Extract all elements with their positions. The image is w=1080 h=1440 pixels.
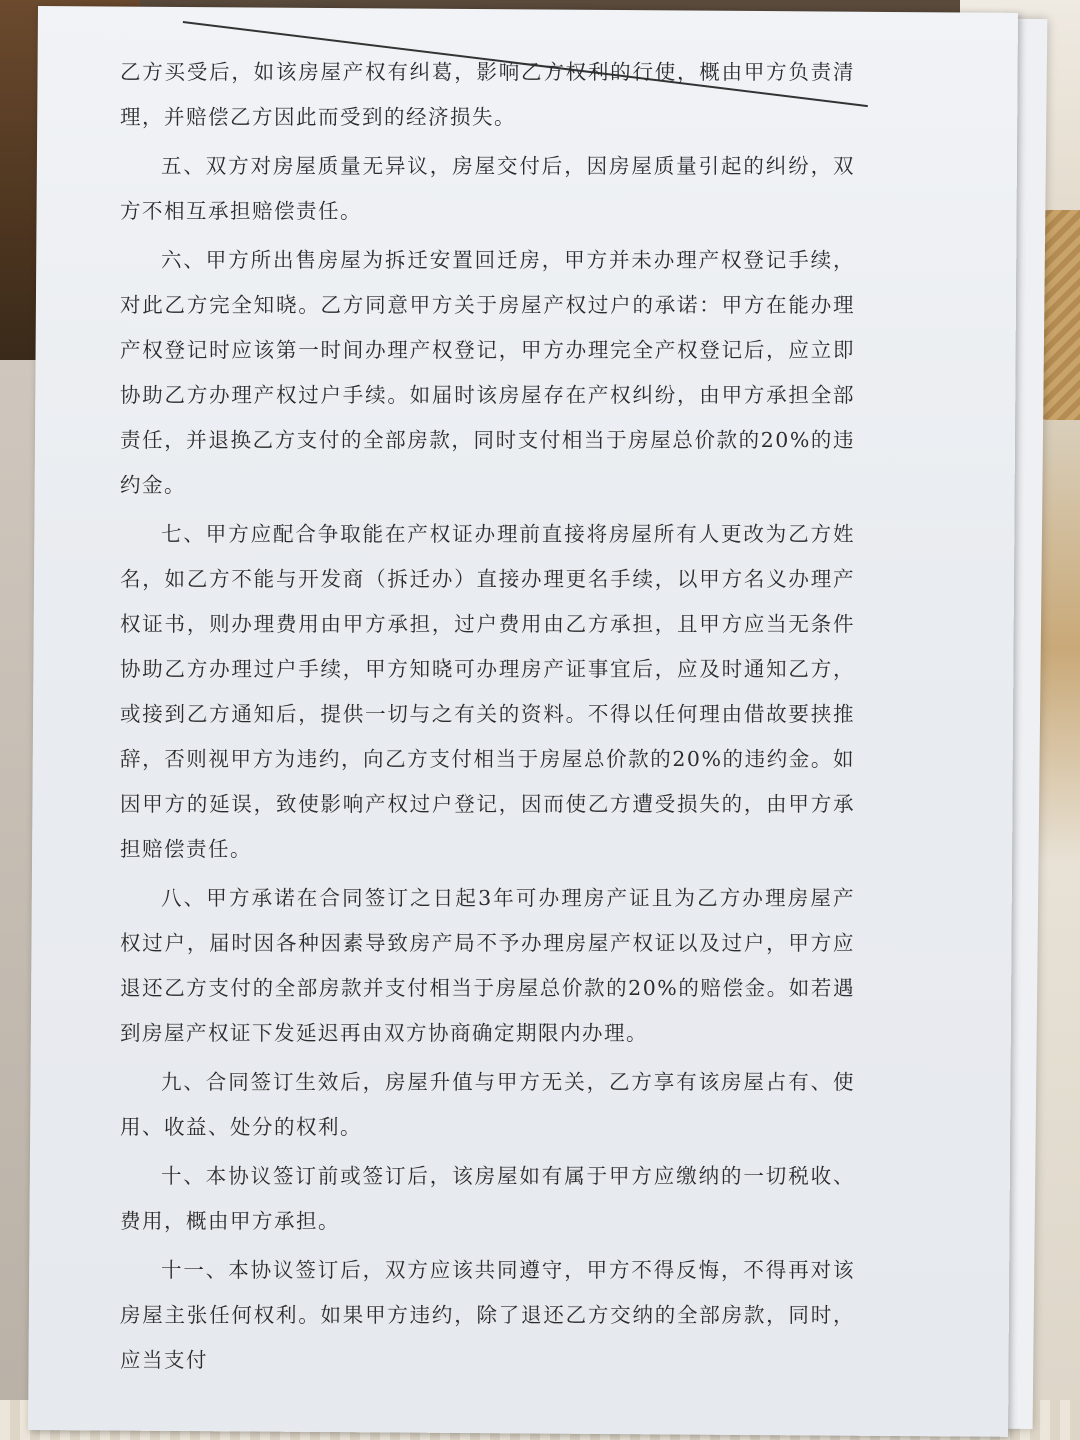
paragraph-clause-7: 七、甲方应配合争取能在产权证办理前直接将房屋所有人更改为乙方姓名，如乙方不能与开发商（拆迁办）直接办理更名手续，以甲方名义办理产权证书，则办理费用由甲方承担，过户费用由乙方承担，且甲方应当无条件协助乙方办理过户手续，甲方知晓可办理房产证事宜后，应及时通知乙方，或接到乙方通知后，提供一切与之有关的资料。不得以任何理由借故要挟推辞，否则视甲方为违约，向乙方支付相当于房屋总价款的20%的违约金。如因甲方的延误，致使影响产权过户登记，因而使乙方遭受损失的，由甲方承担赔偿责任。 bbox=[120, 522, 855, 861]
paragraph-clause-6: 六、甲方所出售房屋为拆迁安置回迁房，甲方并未办理产权登记手续，对此乙方完全知晓。乙方同意甲方关于房屋产权过户的承诺：甲方在能办理产权登记时应该第一时间办理产权登记，甲方办理完全产权登记后，应立即协助乙方办理产权过户手续。如届时该房屋存在产权纠纷，由甲方承担全部责任，并退换乙方支付的全部房款，同时支付相当于房屋总价款的20%的违约金。 bbox=[120, 248, 855, 497]
contract-text bbox=[120, 50, 855, 1387]
paragraph-clause-8: 八、甲方承诺在合同签订之日起3年可办理房产证且为乙方办理房屋产权过户，届时因各种因素导致房产局不予办理房屋产权证以及过户，甲方应退还乙方支付的全部房款并支付相当于房屋总价款的20%的赔偿金。如若遇到房屋产权证下发延迟再由双方协商确定期限内办理。 bbox=[120, 886, 855, 1045]
paragraph-clause-10: 十、本协议签订前或签订后，该房屋如有属于甲方应缴纳的一切税收、费用，概由甲方承担。 bbox=[120, 1164, 855, 1233]
paragraph-clause-11: 十一、本协议签订后，双方应该共同遵守，甲方不得反悔，不得再对该房屋主张任何权利。如果甲方违约，除了退还乙方交纳的全部房款，同时，应当支付 bbox=[120, 1258, 855, 1372]
paragraph-continuation: 乙方买受后，如该房屋产权有纠葛，影响乙方权利的行使，概由甲方负责清理，并赔偿乙方因此而受到的经济损失。 bbox=[120, 60, 855, 129]
paragraph-clause-5: 五、双方对房屋质量无异议，房屋交付后，因房屋质量引起的纠纷，双方不相互承担赔偿责任。 bbox=[120, 154, 855, 223]
paragraph-clause-9: 九、合同签订生效后，房屋升值与甲方无关，乙方享有该房屋占有、使用、收益、处分的权利。 bbox=[120, 1070, 855, 1139]
